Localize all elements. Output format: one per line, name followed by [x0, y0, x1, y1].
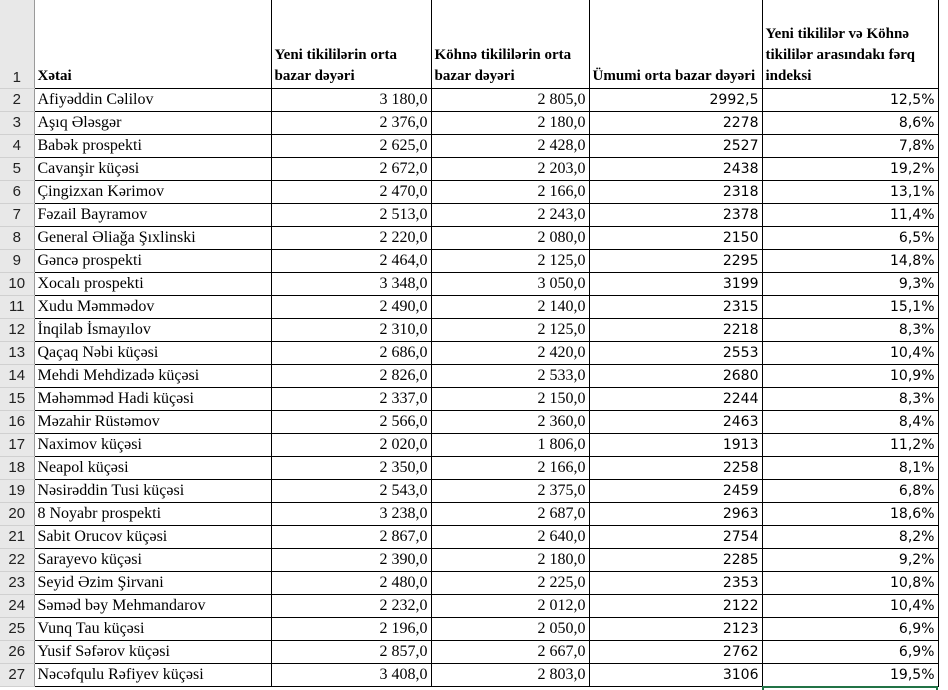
cell-old-avg[interactable]: 2 180,0	[431, 111, 589, 134]
cell-total-avg[interactable]: 2527	[589, 134, 762, 157]
header-diff-index[interactable]: Yeni tikililər və Köhnə tikililər arasındakı fərq indeksi	[762, 0, 938, 88]
cell-total-avg[interactable]: 2762	[589, 640, 762, 663]
cell-total-avg[interactable]: 2244	[589, 387, 762, 410]
cell-total-avg[interactable]: 2463	[589, 410, 762, 433]
cell-new-avg[interactable]: 2 490,0	[271, 295, 431, 318]
row-header[interactable]: 2	[0, 88, 34, 111]
row-header[interactable]: 26	[0, 640, 34, 663]
row-header[interactable]: 16	[0, 410, 34, 433]
cell-total-avg[interactable]: 2318	[589, 180, 762, 203]
cell-old-avg[interactable]: 2 080,0	[431, 226, 589, 249]
table-row	[0, 571, 938, 594]
cell-diff-index[interactable]: 12,5%	[762, 88, 938, 111]
cell-new-avg[interactable]: 3 348,0	[271, 272, 431, 295]
cell-old-avg[interactable]: 3 050,0	[431, 272, 589, 295]
cell-diff-index[interactable]: 6,9%	[762, 617, 938, 640]
table-row	[0, 433, 938, 456]
cell-diff-index[interactable]: 10,4%	[762, 341, 938, 364]
cell-total-avg[interactable]: 2123	[589, 617, 762, 640]
cell-district[interactable]: Çingizxan Kərimov	[34, 180, 271, 203]
row-header[interactable]: 24	[0, 594, 34, 617]
table-row	[0, 111, 938, 134]
row-header[interactable]: 22	[0, 548, 34, 571]
cell-new-avg[interactable]: 2 464,0	[271, 249, 431, 272]
cell-diff-index[interactable]: 19,5%	[762, 663, 938, 686]
cell-district[interactable]: Nəcəfqulu Rəfiyev küçəsi	[34, 663, 271, 686]
cell-old-avg[interactable]: 2 012,0	[431, 594, 589, 617]
row-header[interactable]: 17	[0, 433, 34, 456]
table-row	[0, 479, 938, 502]
cell-new-avg[interactable]: 3 238,0	[271, 502, 431, 525]
table-row	[0, 617, 938, 640]
header-old-avg[interactable]: Köhnə tikililərin orta bazar dəyəri	[431, 0, 589, 88]
row-header[interactable]: 13	[0, 341, 34, 364]
cell-new-avg[interactable]: 2 310,0	[271, 318, 431, 341]
cell-district[interactable]: Qaçaq Nəbi küçəsi	[34, 341, 271, 364]
cell-district[interactable]: Gəncə prospekti	[34, 249, 271, 272]
cell-diff-index[interactable]: 10,8%	[762, 571, 938, 594]
cell-diff-index[interactable]: 8,3%	[762, 387, 938, 410]
cell-diff-index[interactable]: 9,2%	[762, 548, 938, 571]
cell-new-avg[interactable]: 3 180,0	[271, 88, 431, 111]
cell-new-avg[interactable]: 2 196,0	[271, 617, 431, 640]
cell-old-avg[interactable]: 2 125,0	[431, 249, 589, 272]
cell-district[interactable]: Fəzail Bayramov	[34, 203, 271, 226]
cell-district[interactable]: Vunq Tau küçəsi	[34, 617, 271, 640]
cell-new-avg[interactable]: 2 390,0	[271, 548, 431, 571]
cell-district[interactable]: Naximov küçəsi	[34, 433, 271, 456]
cell-total-avg[interactable]: 1913	[589, 433, 762, 456]
cell-district[interactable]: Xudu Məmmədov	[34, 295, 271, 318]
cell-old-avg[interactable]: 2 125,0	[431, 318, 589, 341]
cell-diff-index[interactable]: 10,4%	[762, 594, 938, 617]
cell-new-avg[interactable]: 2 857,0	[271, 640, 431, 663]
table-row	[0, 134, 938, 157]
header-district[interactable]: Xətai	[34, 0, 271, 88]
cell-district[interactable]: Neapol küçəsi	[34, 456, 271, 479]
cell-total-avg[interactable]: 2295	[589, 249, 762, 272]
cell-old-avg[interactable]: 2 180,0	[431, 548, 589, 571]
row-header[interactable]: 14	[0, 364, 34, 387]
cell-old-avg[interactable]: 2 360,0	[431, 410, 589, 433]
cell-total-avg[interactable]: 2992,5	[589, 88, 762, 111]
cell-old-avg[interactable]: 2 533,0	[431, 364, 589, 387]
cell-district[interactable]: Cavanşir küçəsi	[34, 157, 271, 180]
cell-total-avg[interactable]: 2353	[589, 571, 762, 594]
cell-new-avg[interactable]: 2 625,0	[271, 134, 431, 157]
cell-old-avg[interactable]: 1 806,0	[431, 433, 589, 456]
cell-total-avg[interactable]: 3199	[589, 272, 762, 295]
cell-old-avg[interactable]: 2 150,0	[431, 387, 589, 410]
cell-district[interactable]: Sarayevo küçəsi	[34, 548, 271, 571]
cell-old-avg[interactable]: 2 140,0	[431, 295, 589, 318]
cell-total-avg[interactable]: 2150	[589, 226, 762, 249]
cell-district[interactable]: Seyid Əzim Şirvani	[34, 571, 271, 594]
table-row	[0, 272, 938, 295]
cell-district[interactable]: Babək prospekti	[34, 134, 271, 157]
row-header[interactable]: 9	[0, 249, 34, 272]
table-row	[0, 594, 938, 617]
row-header[interactable]: 27	[0, 663, 34, 686]
cell-old-avg[interactable]: 2 203,0	[431, 157, 589, 180]
cell-diff-index[interactable]: 11,4%	[762, 203, 938, 226]
cell-total-avg[interactable]: 2258	[589, 456, 762, 479]
cell-total-avg[interactable]: 2754	[589, 525, 762, 548]
row-header[interactable]: 5	[0, 157, 34, 180]
cell-district[interactable]: Mehdi Mehdizadə küçəsi	[34, 364, 271, 387]
cell-new-avg[interactable]: 2 220,0	[271, 226, 431, 249]
cell-diff-index[interactable]: 13,1%	[762, 180, 938, 203]
table-row	[0, 318, 938, 341]
cell-new-avg[interactable]: 2 470,0	[271, 180, 431, 203]
table-row	[0, 548, 938, 571]
cell-diff-index[interactable]: 19,2%	[762, 157, 938, 180]
row-header[interactable]: 11	[0, 295, 34, 318]
table-row	[0, 341, 938, 364]
table-row	[0, 410, 938, 433]
cell-new-avg[interactable]: 2 867,0	[271, 525, 431, 548]
cell-diff-index[interactable]: 8,4%	[762, 410, 938, 433]
cell-old-avg[interactable]: 2 687,0	[431, 502, 589, 525]
cell-total-avg[interactable]: 2218	[589, 318, 762, 341]
row-header[interactable]: 4	[0, 134, 34, 157]
cell-district[interactable]: Səməd bəy Mehmandarov	[34, 594, 271, 617]
cell-diff-index[interactable]: 11,2%	[762, 433, 938, 456]
cell-district[interactable]: Nəsirəddin Tusi küçəsi	[34, 479, 271, 502]
cell-district[interactable]: General Əliağa Şıxlinski	[34, 226, 271, 249]
row-header[interactable]: 23	[0, 571, 34, 594]
cell-district[interactable]: Sabit Orucov küçəsi	[34, 525, 271, 548]
table-row	[0, 88, 938, 111]
row-header[interactable]: 12	[0, 318, 34, 341]
row-header[interactable]: 15	[0, 387, 34, 410]
row-header[interactable]: 20	[0, 502, 34, 525]
header-new-avg[interactable]: Yeni tikililərin orta bazar dəyəri	[271, 0, 431, 88]
cell-diff-index[interactable]: 14,8%	[762, 249, 938, 272]
cell-district[interactable]: İnqilab İsmayılov	[34, 318, 271, 341]
cell-new-avg[interactable]: 2 672,0	[271, 157, 431, 180]
cell-diff-index[interactable]: 8,6%	[762, 111, 938, 134]
cell-new-avg[interactable]: 3 408,0	[271, 663, 431, 686]
table-row	[0, 364, 938, 387]
table-row	[0, 502, 938, 525]
table-row	[0, 157, 938, 180]
cell-district[interactable]: Aşıq Ələsgər	[34, 111, 271, 134]
cell-old-avg[interactable]: 2 420,0	[431, 341, 589, 364]
cell-diff-index[interactable]: 6,9%	[762, 640, 938, 663]
cell-new-avg[interactable]: 2 350,0	[271, 456, 431, 479]
cell-new-avg[interactable]: 2 232,0	[271, 594, 431, 617]
cell-diff-index[interactable]: 8,2%	[762, 525, 938, 548]
cell-total-avg[interactable]: 2122	[589, 594, 762, 617]
cell-diff-index[interactable]: 15,1%	[762, 295, 938, 318]
cell-district[interactable]: Yusif Səfərov küçəsi	[34, 640, 271, 663]
cell-diff-index[interactable]: 10,9%	[762, 364, 938, 387]
row-header[interactable]: 10	[0, 272, 34, 295]
cell-total-avg[interactable]: 2438	[589, 157, 762, 180]
cell-total-avg[interactable]: 2285	[589, 548, 762, 571]
cell-diff-index[interactable]: 6,8%	[762, 479, 938, 502]
table-row	[0, 249, 938, 272]
cell-new-avg[interactable]: 2 480,0	[271, 571, 431, 594]
cell-old-avg[interactable]: 2 803,0	[431, 663, 589, 686]
cell-diff-index[interactable]: 7,8%	[762, 134, 938, 157]
table-row	[0, 226, 938, 249]
cell-diff-index[interactable]: 18,6%	[762, 502, 938, 525]
table-row	[0, 525, 938, 548]
cell-new-avg[interactable]: 2 513,0	[271, 203, 431, 226]
cell-new-avg[interactable]: 2 020,0	[271, 433, 431, 456]
selected-cell[interactable]	[762, 686, 938, 690]
cell-new-avg[interactable]: 2 566,0	[271, 410, 431, 433]
header-total-avg[interactable]: Ümumi orta bazar dəyəri	[589, 0, 762, 88]
cell-old-avg[interactable]: 2 428,0	[431, 134, 589, 157]
cell-district[interactable]: Xocalı prospekti	[34, 272, 271, 295]
table-row	[0, 387, 938, 410]
cell-total-avg[interactable]: 2553	[589, 341, 762, 364]
cell-new-avg[interactable]: 2 337,0	[271, 387, 431, 410]
cell-old-avg[interactable]: 2 050,0	[431, 617, 589, 640]
cell-new-avg[interactable]: 2 376,0	[271, 111, 431, 134]
cell-old-avg[interactable]: 2 640,0	[431, 525, 589, 548]
cell-diff-index[interactable]: 8,3%	[762, 318, 938, 341]
table-row	[0, 640, 938, 663]
row-header[interactable]: 7	[0, 203, 34, 226]
cell-total-avg[interactable]: 2278	[589, 111, 762, 134]
row-header[interactable]: 1	[0, 0, 34, 88]
cell-total-avg[interactable]: 2378	[589, 203, 762, 226]
cell-district[interactable]: Afiyəddin Cəlilov	[34, 88, 271, 111]
header-row	[0, 0, 938, 88]
cell-total-avg[interactable]: 2963	[589, 502, 762, 525]
table-row	[0, 663, 938, 686]
cell-total-avg[interactable]: 2680	[589, 364, 762, 387]
cell-district[interactable]: 8 Noyabr prospekti	[34, 502, 271, 525]
cell-old-avg[interactable]: 2 375,0	[431, 479, 589, 502]
cell-total-avg[interactable]: 2315	[589, 295, 762, 318]
cell-old-avg[interactable]: 2 667,0	[431, 640, 589, 663]
row-header[interactable]: 19	[0, 479, 34, 502]
cell-old-avg[interactable]: 2 166,0	[431, 180, 589, 203]
row-header[interactable]: 18	[0, 456, 34, 479]
row-header[interactable]: 21	[0, 525, 34, 548]
cell-diff-index[interactable]: 8,1%	[762, 456, 938, 479]
cell-district[interactable]: Məzahir Rüstəmov	[34, 410, 271, 433]
cell-new-avg[interactable]: 2 543,0	[271, 479, 431, 502]
cell-new-avg[interactable]: 2 686,0	[271, 341, 431, 364]
cell-new-avg[interactable]: 2 826,0	[271, 364, 431, 387]
row-header[interactable]: 25	[0, 617, 34, 640]
cell-old-avg[interactable]: 2 225,0	[431, 571, 589, 594]
cell-total-avg[interactable]: 2459	[589, 479, 762, 502]
table-row	[0, 456, 938, 479]
cell-old-avg[interactable]: 2 805,0	[431, 88, 589, 111]
table-row	[0, 203, 938, 226]
row-header[interactable]: 6	[0, 180, 34, 203]
cell-old-avg[interactable]: 2 166,0	[431, 456, 589, 479]
cell-diff-index[interactable]: 9,3%	[762, 272, 938, 295]
table-row	[0, 295, 938, 318]
table-row	[0, 180, 938, 203]
row-header[interactable]: 3	[0, 111, 34, 134]
cell-old-avg[interactable]: 2 243,0	[431, 203, 589, 226]
cell-total-avg[interactable]: 3106	[589, 663, 762, 686]
row-header[interactable]: 8	[0, 226, 34, 249]
cell-district[interactable]: Məhəmməd Hadi küçəsi	[34, 387, 271, 410]
cell-diff-index[interactable]: 6,5%	[762, 226, 938, 249]
